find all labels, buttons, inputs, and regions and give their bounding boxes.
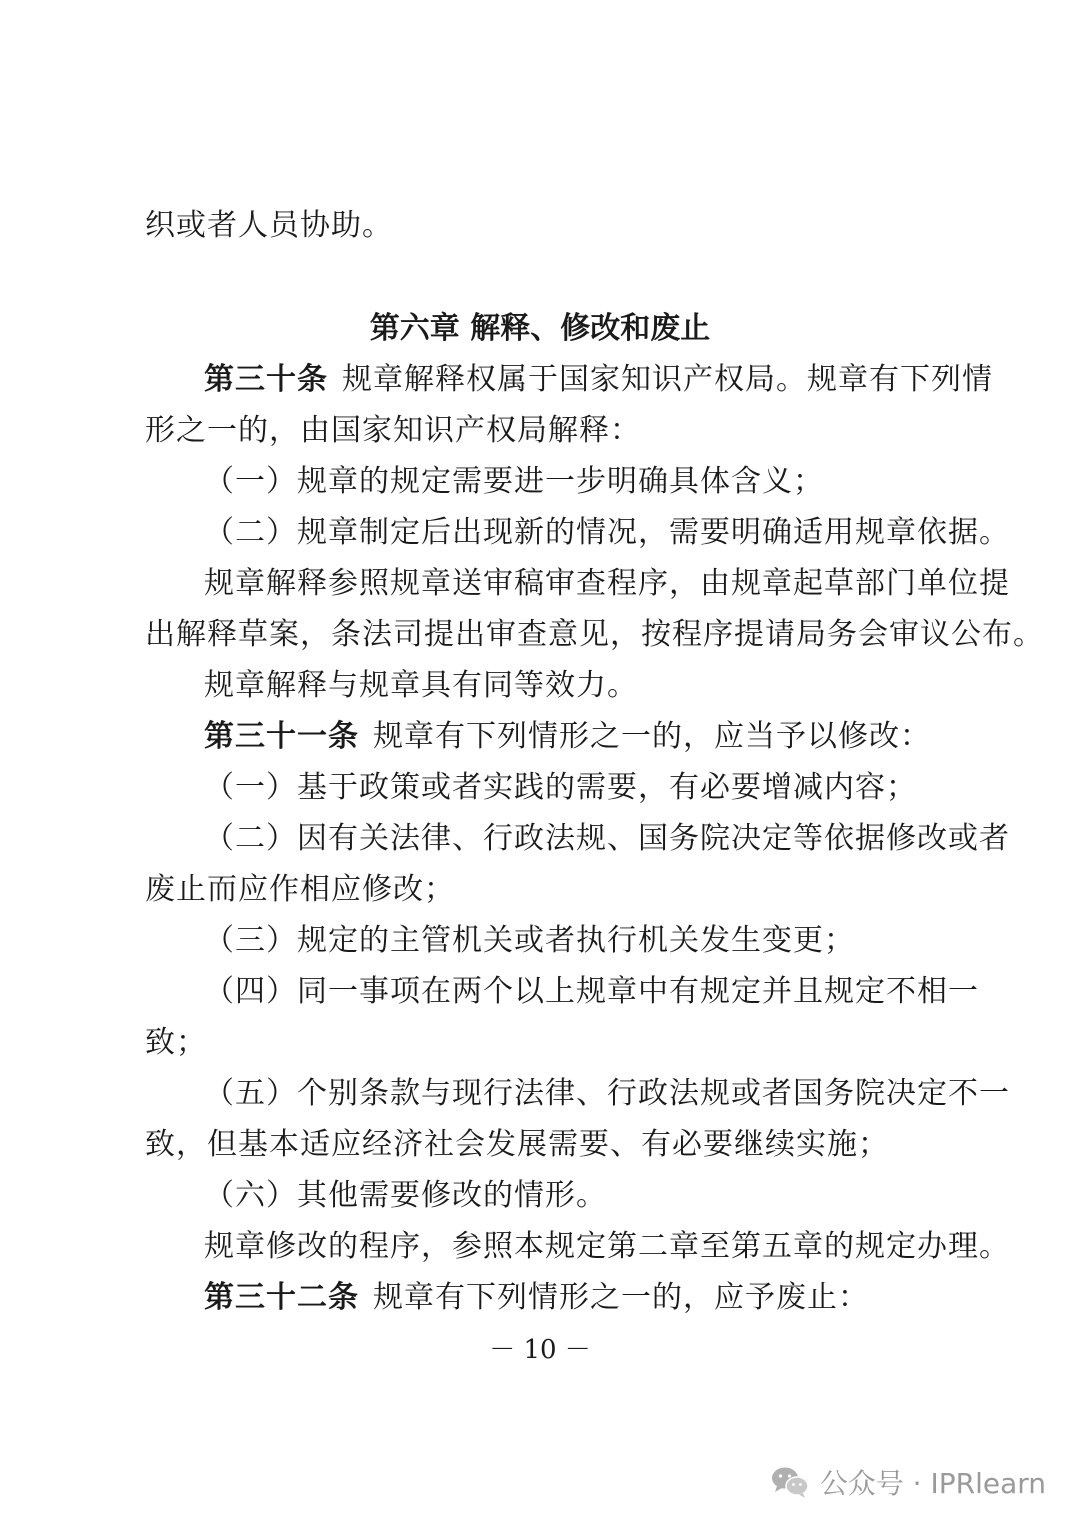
list-item: （二）因有关法律、行政法规、国务院决定等依据修改或者 xyxy=(204,821,1010,856)
article-31-label: 第三十一条 xyxy=(204,719,359,754)
list-item: （五）个别条款与现行法律、行政法规或者国务院决定不一 xyxy=(204,1076,1010,1111)
wechat-icon xyxy=(770,1465,810,1499)
article-32-line xyxy=(204,1278,945,1318)
article-31-line xyxy=(204,717,945,757)
list-item: （四）同一事项在两个以上规章中有规定并且规定不相一 xyxy=(204,974,979,1009)
article-30-label: 第三十条 xyxy=(204,362,328,397)
list-item: （二）规章制定后出现新的情况，需要明确适用规章依据。 xyxy=(204,515,1010,550)
article-30-line xyxy=(204,360,993,400)
paragraph-line: 致，但基本适应经济社会发展需要、有必要继续实施； xyxy=(145,1127,889,1162)
paragraph-line: 出解释草案，条法司提出审查意见，按程序提请局务会审议公布。 xyxy=(145,617,1044,652)
paragraph-line: 规章修改的程序，参照本规定第二章至第五章的规定办理。 xyxy=(204,1229,1010,1264)
paragraph-line: 致； xyxy=(145,1025,207,1060)
page-number: － 10 － xyxy=(489,1335,591,1365)
list-item: （一）基于政策或者实践的需要，有必要增减内容； xyxy=(204,770,917,805)
watermark-text: 公众号 · IPRlearn xyxy=(819,1467,1046,1500)
paragraph-line: 规章解释与规章具有同等效力。 xyxy=(204,668,638,703)
paragraph-line: 织或者人员协助。 xyxy=(145,208,393,243)
list-item: （六）其他需要修改的情形。 xyxy=(204,1178,607,1213)
list-item: （一）规章的规定需要进一步明确具体含义； xyxy=(204,464,824,499)
paragraph-line: 形之一的，由国家知识产权局解释： xyxy=(145,413,641,448)
article-32-label: 第三十二条 xyxy=(204,1280,359,1315)
article-31-text: 规章有下列情形之一的，应当予以修改： xyxy=(373,719,931,754)
wechat-watermark xyxy=(770,1460,1046,1504)
chapter-title: 第六章 解释、修改和废止 xyxy=(369,311,711,346)
article-32-text: 规章有下列情形之一的，应予废止： xyxy=(373,1280,869,1315)
paragraph-line: 废止而应作相应修改； xyxy=(145,872,455,907)
article-30-text: 规章解释权属于国家知识产权局。规章有下列情 xyxy=(342,362,993,397)
list-item: （三）规定的主管机关或者执行机关发生变更； xyxy=(204,923,855,958)
paragraph-line: 规章解释参照规章送审稿审查程序，由规章起草部门单位提 xyxy=(204,566,1010,601)
